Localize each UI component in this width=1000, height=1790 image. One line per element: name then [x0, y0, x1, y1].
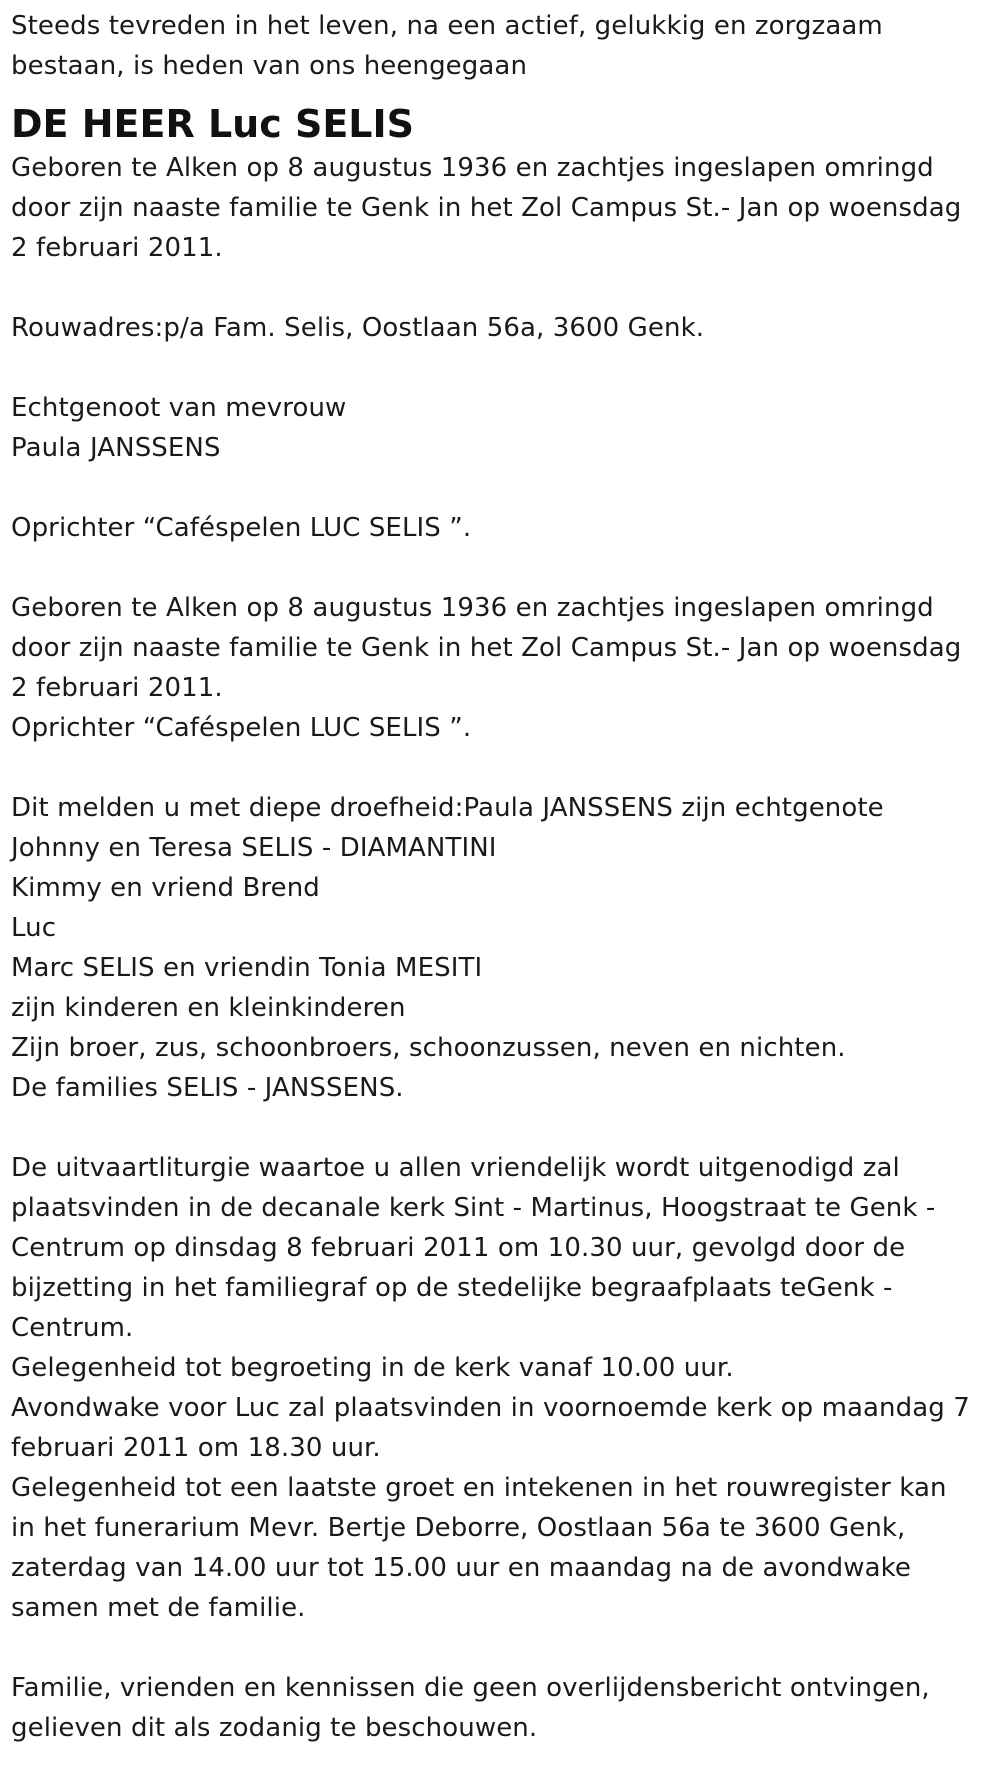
family-line: Dit melden u met diepe droefheid:Paula JANSSENS zijn echtgenote: [11, 793, 884, 823]
closing-line: Familie, vrienden en kennissen die geen overlijdensbericht ontvingen,: [11, 1673, 930, 1703]
spacer: [11, 1108, 980, 1148]
funeral-line: Gelegenheid tot een laatste groet en intekenen in het rouwregister kan: [11, 1473, 947, 1503]
family-line: zijn kinderen en kleinkinderen: [11, 993, 406, 1023]
birth-line: door zijn naaste familie te Genk in het Zol Campus St.- Jan op woensdag: [11, 193, 962, 223]
funeral-line: Avondwake voor Luc zal plaatsvinden in voornoemde kerk op maandag 7: [11, 1393, 970, 1423]
deceased-name-heading: DE HEER Luc SELIS: [11, 102, 415, 146]
family-line: Luc: [11, 913, 57, 943]
funeral-line: samen met de familie.: [11, 1593, 306, 1623]
birth-repeat-line: door zijn naaste familie te Genk in het Zol Campus St.- Jan op woensdag: [11, 633, 962, 663]
funeral-line: De uitvaartliturgie waartoe u allen vriendelijk wordt uitgenodigd zal: [11, 1153, 900, 1183]
birth-line: Geboren te Alken op 8 augustus 1936 en zachtjes ingeslapen omringd: [11, 153, 934, 183]
intro-paragraph: [11, 6, 980, 86]
family-line: Zijn broer, zus, schoonbroers, schoonzussen, neven en nichten.: [11, 1033, 846, 1063]
spouse-line: Paula JANSSENS: [11, 433, 221, 463]
family-line: Marc SELIS en vriendin Tonia MESITI: [11, 953, 483, 983]
spacer: [11, 1628, 980, 1668]
family-line: Kimmy en vriend Brend: [11, 873, 320, 903]
intro-line: Steeds tevreden in het leven, na een actief, gelukkig en zorgzaam: [11, 11, 883, 41]
birth-repeat-line: Geboren te Alken op 8 augustus 1936 en zachtjes ingeslapen omringd: [11, 593, 934, 623]
funeral-line: Gelegenheid tot begroeting in de kerk vanaf 10.00 uur.: [11, 1353, 734, 1383]
funeral-line: in het funerarium Mevr. Bertje Deborre, Oostlaan 56a te 3600 Genk,: [11, 1513, 906, 1543]
spacer: [11, 268, 980, 308]
funeral-paragraph: [11, 1148, 980, 1628]
founder-line: Oprichter “Caféspelen LUC SELIS ”.: [11, 513, 472, 543]
birth-repeat-line: Oprichter “Caféspelen LUC SELIS ”.: [11, 713, 472, 743]
family-paragraph: [11, 788, 980, 1108]
birth-repeat-line: 2 februari 2011.: [11, 673, 223, 703]
intro-line: bestaan, is heden van ons heengegaan: [11, 51, 528, 81]
spouse-paragraph: [11, 388, 980, 468]
spacer: [11, 548, 980, 588]
spacer: [11, 348, 980, 388]
mourning-address: Rouwadres:p/a Fam. Selis, Oostlaan 56a, 3600 Genk.: [11, 313, 705, 343]
funeral-line: bijzetting in het familiegraf op de stedelijke begraafplaats teGenk -: [11, 1273, 893, 1303]
closing-paragraph: [11, 1668, 980, 1748]
family-line: De families SELIS - JANSSENS.: [11, 1073, 404, 1103]
funeral-line: februari 2011 om 18.30 uur.: [11, 1433, 381, 1463]
closing-line: gelieven dit als zodanig te beschouwen.: [11, 1713, 538, 1743]
family-line: Johnny en Teresa SELIS - DIAMANTINI: [11, 833, 497, 863]
spouse-line: Echtgenoot van mevrouw: [11, 393, 347, 423]
birth-repeat-paragraph: [11, 588, 980, 748]
funeral-line: Centrum.: [11, 1313, 134, 1343]
funeral-line: zaterdag van 14.00 uur tot 15.00 uur en maandag na de avondwake: [11, 1553, 911, 1583]
funeral-line: plaatsvinden in de decanale kerk Sint - Martinus, Hoogstraat te Genk -: [11, 1193, 936, 1223]
birth-paragraph: [11, 148, 980, 268]
spacer: [11, 468, 980, 508]
funeral-line: Centrum op dinsdag 8 februari 2011 om 10.30 uur, gevolgd door de: [11, 1233, 906, 1263]
spacer: [11, 748, 980, 788]
birth-line: 2 februari 2011.: [11, 233, 223, 263]
